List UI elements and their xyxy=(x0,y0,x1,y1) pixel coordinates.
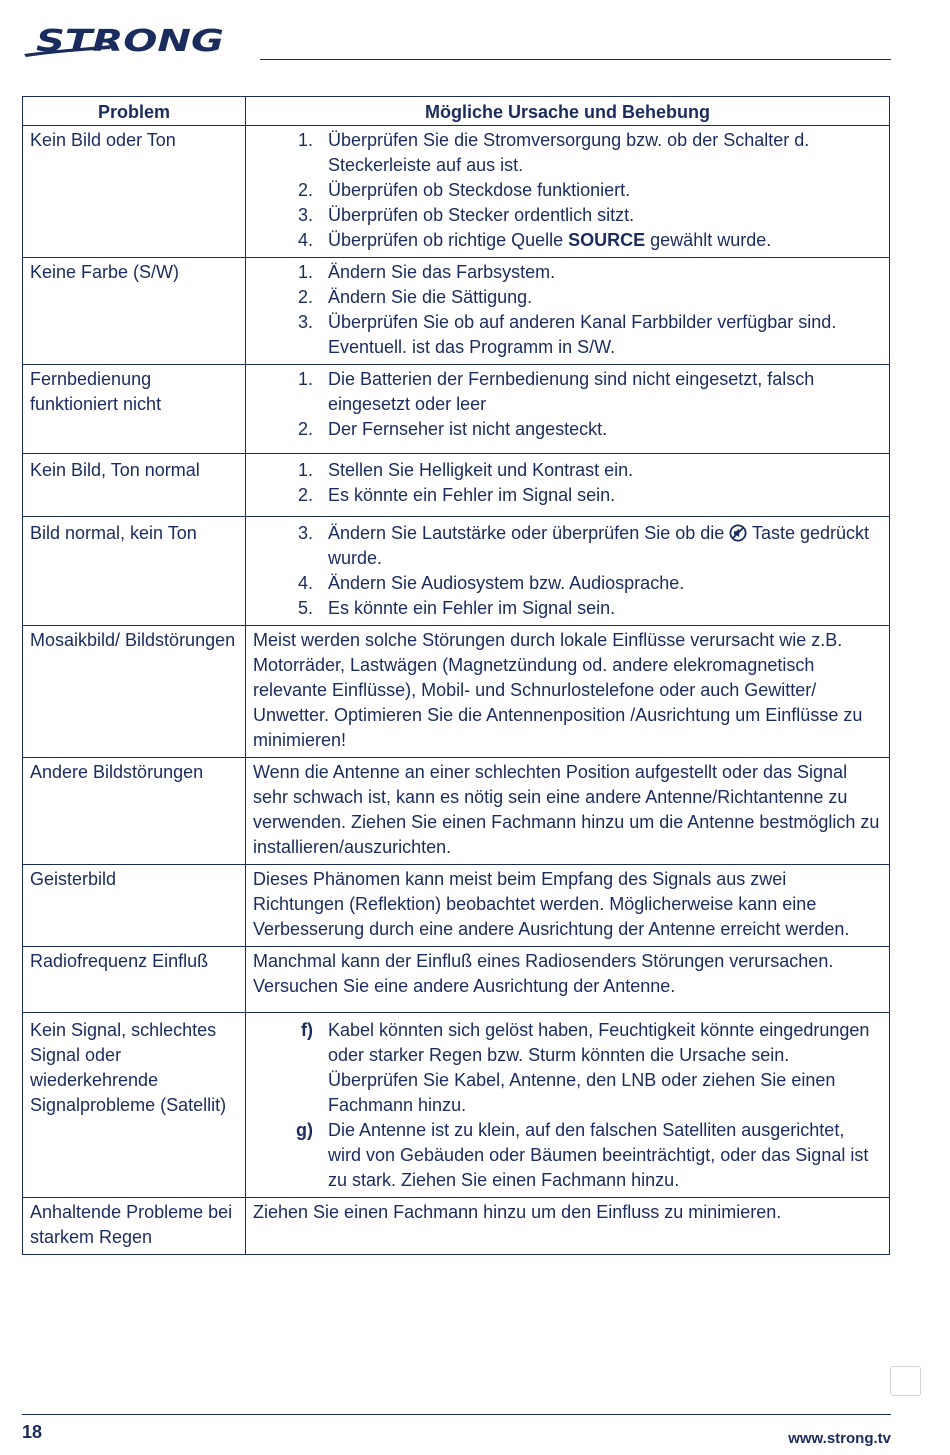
list-item: 2. Es könnte ein Fehler im Signal sein. xyxy=(297,485,616,505)
source-keyword: SOURCE xyxy=(568,230,646,250)
list-item: 1. Überprüfen Sie die Stromversorgung bzw. ob der Schalter d. Steckerleiste auf aus ist. xyxy=(297,130,810,175)
solution-cell xyxy=(246,517,890,626)
solution-cell xyxy=(246,454,890,517)
solution-cell xyxy=(246,258,890,365)
list-item: 4. Ändern Sie Audiosystem bzw. Audiosprache. xyxy=(297,573,685,593)
list-item: 4. Überprüfen ob richtige Quelle SOURCE gewählt wurde. xyxy=(297,230,772,250)
problem-cell: Fernbedienung funktioniert nicht xyxy=(23,365,246,454)
solution-cell: Meist werden solche Störungen durch lokale Einflüsse verursacht wie z.B. Motorräder, Lastwägen (Magnetzündung od. andere elekromagnetisch relevante Einflüsse), Mobil- und Schnurlostelefone oder auch Gewitter/ Unwetter. Optimieren Sie die Antennenposition /Ausrichtung um Einflüsse zu minimieren! xyxy=(246,626,890,758)
problem-cell: Bild normal, kein Ton xyxy=(23,517,246,626)
list-item: 5. Es könnte ein Fehler im Signal sein. xyxy=(297,598,616,618)
table-row xyxy=(23,126,890,258)
solution-cell: Manchmal kann der Einfluß eines Radiosenders Störungen verursachen. Versuchen Sie eine andere Ausrichtung der Antenne. xyxy=(246,947,890,1013)
problem-cell: Keine Farbe (S/W) xyxy=(23,258,246,365)
page-corner-box xyxy=(890,1366,921,1396)
header-rule xyxy=(260,59,891,60)
page-number: 18 xyxy=(22,1422,43,1442)
list-item: 1. Die Batterien der Fernbedienung sind nicht eingesetzt, falsch eingesetzt oder leer xyxy=(297,369,815,414)
table-row xyxy=(23,947,890,1013)
problem-cell: Radiofrequenz Einfluß xyxy=(23,947,246,1013)
table-row xyxy=(23,1198,890,1255)
table-header-row xyxy=(23,97,890,126)
solution-cell: Ziehen Sie einen Fachmann hinzu um den Einfluss zu minimieren. xyxy=(246,1198,890,1255)
list-item: 1. Stellen Sie Helligkeit und Kontrast ein. xyxy=(297,460,634,480)
problem-cell: Anhaltende Probleme bei starkem Regen xyxy=(23,1198,246,1255)
solution-cell xyxy=(246,1013,890,1198)
solution-cell: Wenn die Antenne an einer schlechten Position aufgestellt oder das Signal sehr schwach ist, kann es nötig sein eine andere Antenne/Richtantenne zu verwenden. Ziehen Sie einen Fachmann hinzu um die Antenne bestmöglich zu installieren/auszurichten. xyxy=(246,758,890,865)
website-link[interactable]: www.strong.tv xyxy=(788,1430,891,1447)
list-item: 3. Überprüfen ob Stecker ordentlich sitzt. xyxy=(297,205,635,225)
problem-cell: Kein Bild, Ton normal xyxy=(23,454,246,517)
problem-cell: Mosaikbild/ Bildstörungen xyxy=(23,626,246,758)
solution-cell xyxy=(246,365,890,454)
problem-cell: Andere Bildstörungen xyxy=(23,758,246,865)
table-row xyxy=(23,454,890,517)
solution-cell: Dieses Phänomen kann meist beim Empfang des Signals aus zwei Richtungen (Reflektion) beobachtet werden. Möglicherweise kann eine Verbesserung durch eine andere Ausrichtung der Antenne erreicht werden. xyxy=(246,865,890,947)
list-item: 2. Der Fernseher ist nicht angesteckt. xyxy=(297,419,608,439)
list-item: 2. Ändern Sie die Sättigung. xyxy=(297,287,533,307)
problem-cell: Geisterbild xyxy=(23,865,246,947)
svg-text:STRONG: STRONG xyxy=(36,24,224,59)
table-row xyxy=(23,1013,890,1198)
problem-cell: Kein Bild oder Ton xyxy=(23,126,246,258)
troubleshooting-table xyxy=(22,96,890,1255)
strong-logo xyxy=(22,18,227,60)
list-item: 3. Ändern Sie Lautstärke oder überprüfen Sie ob die Taste gedrückt wurde. xyxy=(297,523,870,568)
table-row xyxy=(23,517,890,626)
mute-icon xyxy=(729,524,747,542)
solution-cell xyxy=(246,126,890,258)
list-item: f) Kabel könnten sich gelöst haben, Feuchtigkeit könnte eingedrungen oder starker Regen bzw. Sturm könnten die Ursache sein. Überprüfen Sie Kabel, Antenne, den LNB oder ziehen Sie einen Fachmann hinzu. xyxy=(301,1020,870,1115)
problem-cell: Kein Signal, schlechtes Signal oder wiederkehrende Signalprobleme (Satellit) xyxy=(23,1013,246,1198)
footer-rule xyxy=(22,1414,891,1415)
header-solution: Mögliche Ursache und Behebung xyxy=(246,97,890,126)
table-row xyxy=(23,758,890,865)
list-item: 3. Überprüfen Sie ob auf anderen Kanal Farbbilder verfügbar sind. Eventuell. ist das Programm in S/W. xyxy=(297,312,837,357)
table-row xyxy=(23,626,890,758)
table-row xyxy=(23,258,890,365)
list-item: g) Die Antenne ist zu klein, auf den falschen Satelliten ausgerichtet, wird von Gebäuden oder Bäumen beeinträchtigt, oder das Signal ist zu stark. Ziehen Sie einen Fachmann hinzu. xyxy=(296,1120,869,1190)
list-item: 1. Ändern Sie das Farbsystem. xyxy=(297,262,556,282)
table-row xyxy=(23,365,890,454)
list-item: 2. Überprüfen ob Steckdose funktioniert. xyxy=(297,180,631,200)
header-problem: Problem xyxy=(23,97,246,126)
table-row xyxy=(23,865,890,947)
